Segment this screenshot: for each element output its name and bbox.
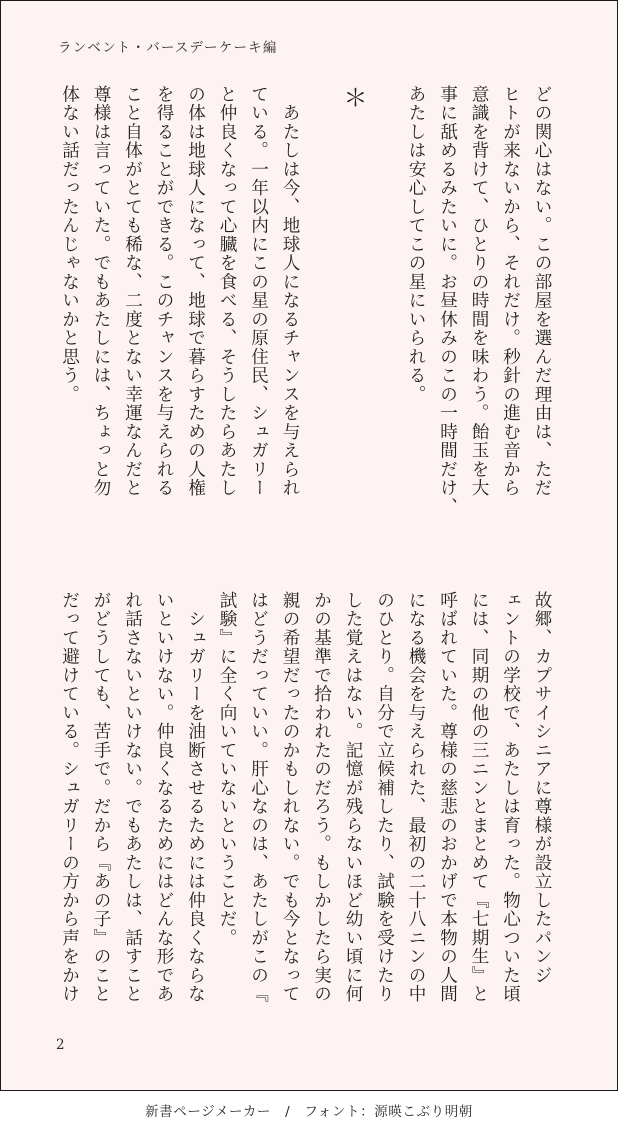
text-line: あたしは今、地球人になるチャンスを与えられ: [280, 85, 300, 498]
text-line: を得ることができる。このチャンスを与えられる: [154, 85, 174, 498]
running-header: ランベント・バースデーケーキ編: [58, 40, 278, 56]
text-line: がどうしても、苦手で。だから『あの子』のこと: [91, 591, 111, 1004]
text-line: になる機会を与えられた、最初の二十八ニンの中: [406, 591, 426, 1004]
section-break-asterisk: ＊: [339, 85, 367, 111]
top-text-column: [53, 85, 557, 525]
text-line: れ話さないといけない。でもあたしは、話すこと: [122, 591, 143, 1004]
text-line: した覚えはない。記憶が残らないほど幼い頃に何: [343, 591, 363, 1004]
text-line: には、同期の他の三ニンとまとめて『七期生』と: [469, 591, 489, 1004]
text-line: 事に舐めるみたいに。お昼休みのこの一時間だけ、: [437, 85, 458, 517]
text-line: 親の希望だったのかもしれない。でも今となって: [280, 591, 300, 1004]
text-line: ェントの学校で、あたしは育った。物心ついた頃: [500, 591, 521, 1004]
text-line: のひとり。自分で立候補したり、試験を受けたり: [374, 591, 395, 1004]
text-line: の体は地球人になって、地球で暮らすための人権: [185, 85, 206, 498]
footer-credit: 新書ページメーカー / フォント：源暎こぶり明朝: [145, 1104, 473, 1120]
page-number: 2: [56, 1037, 65, 1053]
text-line: [368, 85, 400, 525]
text-line: 尊様は言っていた。でもあたしには、ちょっと勿: [91, 85, 111, 498]
text-line: [305, 85, 337, 525]
text-line: いといけない。仲良くなるためにはどんな形であ: [154, 591, 174, 1004]
text-line: と仲良くなって心臓を食べる、そうしたらあたし: [217, 85, 237, 498]
text-line: 呼ばれていた。尊様の慈悲のおかげで本物の人間: [437, 591, 458, 1004]
text-line: はどうだっていい。肝心なのは、あたしがこの『: [248, 591, 269, 1004]
text-line: どの関心はない。この部屋を選んだ理由は、ただ: [532, 85, 552, 498]
text-line: 体ない話だったんじゃないかと思う。: [59, 85, 80, 404]
text-line: こと自体がとても稀な、二度とない幸運なんだと: [122, 85, 143, 498]
text-line: あたしは安心してこの星にいられる。: [406, 85, 426, 404]
text-line: 意識を背けて、ひとりの時間を味わう。飴玉を大: [469, 85, 489, 498]
text-line: シュガリーを油断させるためには仲良くならな: [185, 591, 206, 1004]
text-line: ヒトが来ないから、それだけ。秒針の進む音から: [500, 85, 521, 498]
text-line: ている。一年以内にこの星の原住民、シュガリー: [248, 85, 269, 498]
text-line: 故郷、カプサイシニアに尊様が設立したパンジ: [532, 591, 552, 985]
text-line: かの基準で拾われたのだろう。もしかしたら実の: [311, 591, 332, 1004]
text-line: 試験』に全く向いていないということだ。: [217, 591, 237, 948]
text-line: だって避けている。シュガリーの方から声をかけ: [59, 591, 80, 1004]
bottom-text-column: [53, 591, 557, 1031]
